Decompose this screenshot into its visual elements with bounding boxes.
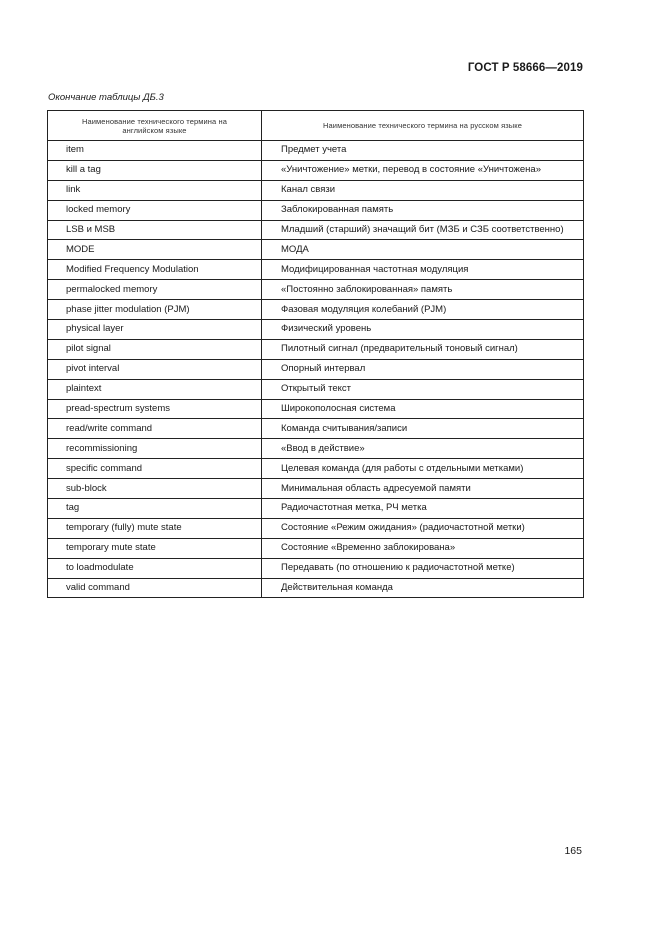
- table-caption: Окончание таблицы ДБ.3: [48, 92, 164, 103]
- table-row: [48, 538, 584, 558]
- english-term-cell: pilot signal: [48, 339, 262, 359]
- russian-term-cell: Физический уровень: [262, 320, 584, 340]
- table-row: [48, 419, 584, 439]
- english-term-cell: valid command: [48, 578, 262, 598]
- table-row: [48, 518, 584, 538]
- russian-term-cell: Радиочастотная метка, РЧ метка: [262, 499, 584, 519]
- column-header-english: Наименование технического термина на английском языке: [48, 111, 262, 141]
- table-header-row: [48, 111, 584, 141]
- russian-term-cell: Целевая команда (для работы с отдельными метками): [262, 459, 584, 479]
- english-term-cell: MODE: [48, 240, 262, 260]
- table-row: [48, 160, 584, 180]
- english-term-cell: permalocked memory: [48, 280, 262, 300]
- english-term-cell: pread-spectrum systems: [48, 399, 262, 419]
- english-term-cell: temporary (fully) mute state: [48, 518, 262, 538]
- russian-term-cell: МОДА: [262, 240, 584, 260]
- russian-term-cell: Опорный интервал: [262, 359, 584, 379]
- russian-term-cell: Передавать (по отношению к радиочастотной метке): [262, 558, 584, 578]
- table-row: [48, 300, 584, 320]
- column-header-russian: Наименование технического термина на русском языке: [262, 111, 584, 141]
- english-term-cell: tag: [48, 499, 262, 519]
- russian-term-cell: «Уничтожение» метки, перевод в состояние «Уничтожена»: [262, 160, 584, 180]
- table-row: [48, 558, 584, 578]
- table-row: [48, 499, 584, 519]
- terms-table: [47, 110, 584, 598]
- table-row: [48, 379, 584, 399]
- table-row: [48, 280, 584, 300]
- english-term-cell: physical layer: [48, 320, 262, 340]
- russian-term-cell: Минимальная область адресуемой памяти: [262, 479, 584, 499]
- table-row: [48, 399, 584, 419]
- english-term-cell: locked memory: [48, 200, 262, 220]
- russian-term-cell: Фазовая модуляция колебаний (PJM): [262, 300, 584, 320]
- page-number: 165: [564, 845, 582, 857]
- english-term-cell: recommissioning: [48, 439, 262, 459]
- english-term-cell: read/write command: [48, 419, 262, 439]
- table-row: [48, 220, 584, 240]
- english-term-cell: plaintext: [48, 379, 262, 399]
- russian-term-cell: Состояние «Временно заблокирована»: [262, 538, 584, 558]
- table-row: [48, 141, 584, 161]
- table-row: [48, 200, 584, 220]
- table-row: [48, 459, 584, 479]
- english-term-cell: pivot interval: [48, 359, 262, 379]
- table-row: [48, 439, 584, 459]
- table-row: [48, 260, 584, 280]
- russian-term-cell: Заблокированная память: [262, 200, 584, 220]
- russian-term-cell: Пилотный сигнал (предварительный тоновый сигнал): [262, 339, 584, 359]
- russian-term-cell: Канал связи: [262, 180, 584, 200]
- english-term-cell: item: [48, 141, 262, 161]
- english-term-cell: to loadmodulate: [48, 558, 262, 578]
- english-term-cell: phase jitter modulation (PJM): [48, 300, 262, 320]
- standard-number: ГОСТ Р 58666—2019: [467, 62, 583, 74]
- english-term-cell: kill a tag: [48, 160, 262, 180]
- table-row: [48, 359, 584, 379]
- russian-term-cell: «Ввод в действие»: [262, 439, 584, 459]
- table-row: [48, 180, 584, 200]
- english-term-cell: sub-block: [48, 479, 262, 499]
- english-term-cell: LSB и MSB: [48, 220, 262, 240]
- russian-term-cell: Модифицированная частотная модуляция: [262, 260, 584, 280]
- russian-term-cell: Младший (старший) значащий бит (МЗБ и СЗБ соответственно): [262, 220, 584, 240]
- table-row: [48, 339, 584, 359]
- english-term-cell: link: [48, 180, 262, 200]
- table-body: [48, 141, 584, 598]
- russian-term-cell: Предмет учета: [262, 141, 584, 161]
- russian-term-cell: Широкополосная система: [262, 399, 584, 419]
- russian-term-cell: «Постоянно заблокированная» память: [262, 280, 584, 300]
- english-term-cell: specific command: [48, 459, 262, 479]
- table-row: [48, 240, 584, 260]
- table-row: [48, 479, 584, 499]
- russian-term-cell: Команда считывания/записи: [262, 419, 584, 439]
- russian-term-cell: Открытый текст: [262, 379, 584, 399]
- table-row: [48, 578, 584, 598]
- table-row: [48, 320, 584, 340]
- russian-term-cell: Состояние «Режим ожидания» (радиочастотной метки): [262, 518, 584, 538]
- english-term-cell: temporary mute state: [48, 538, 262, 558]
- english-term-cell: Modified Frequency Modulation: [48, 260, 262, 280]
- russian-term-cell: Действительная команда: [262, 578, 584, 598]
